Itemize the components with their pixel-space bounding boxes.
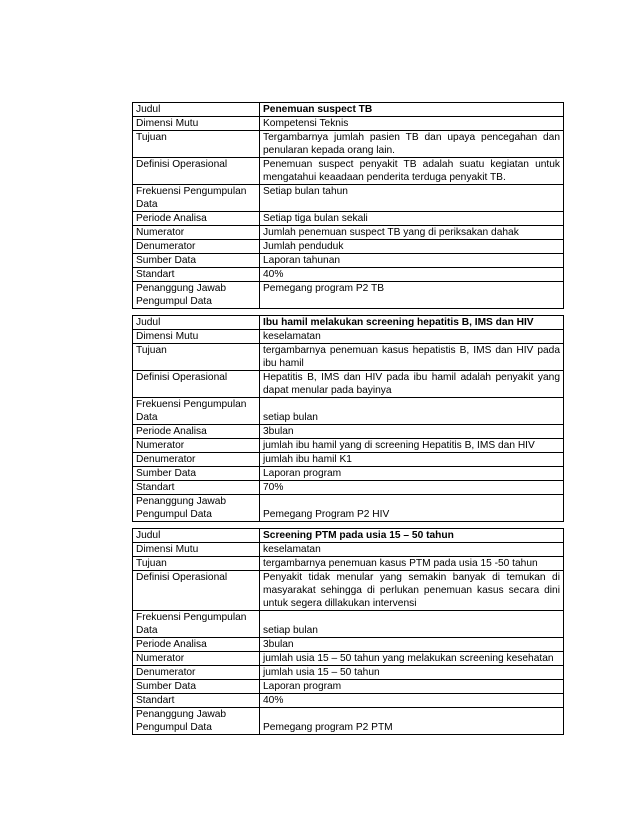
row-value: Pemegang program P2 PTM [260, 708, 564, 735]
row-value: 3bulan [260, 638, 564, 652]
row-value: 3bulan [260, 425, 564, 439]
row-value: Pemegang Program P2 HIV [260, 495, 564, 522]
row-label: Penanggung Jawab Pengumpul Data [133, 495, 260, 522]
indicator-table-ptm [132, 528, 564, 735]
row-label: Standart [133, 694, 260, 708]
row-value: Laporan program [260, 680, 564, 694]
table-row [133, 371, 564, 398]
row-value: Pemegang program P2 TB [260, 282, 564, 309]
table-row [133, 131, 564, 158]
row-label: Tujuan [133, 557, 260, 571]
table-row [133, 344, 564, 371]
table-row [133, 268, 564, 282]
row-label: Periode Analisa [133, 638, 260, 652]
row-label: Judul [133, 529, 260, 543]
row-value: Laporan program [260, 467, 564, 481]
row-value: tergambarnya penemuan kasus hepatistis B, IMS dan HIV pada ibu hamil [260, 344, 564, 371]
table-row [133, 467, 564, 481]
row-value: Penemuan suspect TB [260, 103, 564, 117]
row-value: Penyakit tidak menular yang semakin banyak di temukan di masyarakat sehingga di perlukan penemuan kasus secara dini untuk segera dillakukan intervensi [260, 571, 564, 611]
table-row [133, 212, 564, 226]
table-row [133, 425, 564, 439]
table-row [133, 316, 564, 330]
table-row [133, 158, 564, 185]
table-row [133, 652, 564, 666]
row-label: Periode Analisa [133, 212, 260, 226]
table-row [133, 557, 564, 571]
row-value: jumlah usia 15 – 50 tahun yang melakukan screening kesehatan [260, 652, 564, 666]
row-label: Denumerator [133, 240, 260, 254]
table-row [133, 481, 564, 495]
row-value: Jumlah penduduk [260, 240, 564, 254]
row-label: Judul [133, 103, 260, 117]
table-row [133, 638, 564, 652]
row-value: Setiap tiga bulan sekali [260, 212, 564, 226]
row-value: Jumlah penemuan suspect TB yang di periksakan dahak [260, 226, 564, 240]
row-value: jumlah ibu hamil yang di screening Hepatitis B, IMS dan HIV [260, 439, 564, 453]
table-row [133, 439, 564, 453]
row-label: Numerator [133, 652, 260, 666]
table-row [133, 240, 564, 254]
table-row [133, 103, 564, 117]
row-value: Screening PTM pada usia 15 – 50 tahun [260, 529, 564, 543]
row-value: keselamatan [260, 330, 564, 344]
row-label: Standart [133, 481, 260, 495]
indicator-table-hiv [132, 315, 564, 522]
row-label: Dimensi Mutu [133, 543, 260, 557]
table-row [133, 330, 564, 344]
row-label: Definisi Operasional [133, 158, 260, 185]
row-value: jumlah ibu hamil K1 [260, 453, 564, 467]
row-label: Sumber Data [133, 467, 260, 481]
row-label: Dimensi Mutu [133, 330, 260, 344]
row-value: Setiap bulan tahun [260, 185, 564, 212]
table-row [133, 117, 564, 131]
row-value: setiap bulan [260, 611, 564, 638]
table-row [133, 694, 564, 708]
row-label: Denumerator [133, 453, 260, 467]
row-label: Frekuensi Pengumpulan Data [133, 185, 260, 212]
row-value: Laporan tahunan [260, 254, 564, 268]
row-value: Kompetensi Teknis [260, 117, 564, 131]
row-value: Hepatitis B, IMS dan HIV pada ibu hamil adalah penyakit yang dapat menular pada bayinya [260, 371, 564, 398]
indicator-table-tb [132, 102, 564, 309]
table-row [133, 708, 564, 735]
row-value: 70% [260, 481, 564, 495]
row-label: Tujuan [133, 131, 260, 158]
row-value: setiap bulan [260, 398, 564, 425]
row-value: tergambarnya penemuan kasus PTM pada usia 15 -50 tahun [260, 557, 564, 571]
row-label: Judul [133, 316, 260, 330]
row-label: Frekuensi Pengumpulan Data [133, 398, 260, 425]
row-value: 40% [260, 694, 564, 708]
row-value: 40% [260, 268, 564, 282]
row-label: Numerator [133, 439, 260, 453]
row-value: Tergambarnya jumlah pasien TB dan upaya pencegahan dan penularan kepada orang lain. [260, 131, 564, 158]
row-label: Tujuan [133, 344, 260, 371]
table-row [133, 611, 564, 638]
row-label: Sumber Data [133, 254, 260, 268]
table-row [133, 571, 564, 611]
row-label: Sumber Data [133, 680, 260, 694]
row-label: Penanggung Jawab Pengumpul Data [133, 282, 260, 309]
table-row [133, 666, 564, 680]
table-row [133, 398, 564, 425]
row-label: Definisi Operasional [133, 371, 260, 398]
row-value: jumlah usia 15 – 50 tahun [260, 666, 564, 680]
table-row [133, 282, 564, 309]
table-row [133, 185, 564, 212]
row-label: Numerator [133, 226, 260, 240]
row-label: Standart [133, 268, 260, 282]
table-row [133, 543, 564, 557]
row-label: Frekuensi Pengumpulan Data [133, 611, 260, 638]
table-row [133, 254, 564, 268]
row-label: Periode Analisa [133, 425, 260, 439]
table-row [133, 453, 564, 467]
row-label: Dimensi Mutu [133, 117, 260, 131]
row-value: Ibu hamil melakukan screening hepatitis B, IMS dan HIV [260, 316, 564, 330]
table-row [133, 529, 564, 543]
row-value: keselamatan [260, 543, 564, 557]
table-row [133, 226, 564, 240]
row-value: Penemuan suspect penyakit TB adalah suatu kegiatan untuk mengatahui keaadaan penderita terduga penyakit TB. [260, 158, 564, 185]
row-label: Denumerator [133, 666, 260, 680]
table-row [133, 495, 564, 522]
table-row [133, 680, 564, 694]
row-label: Penanggung Jawab Pengumpul Data [133, 708, 260, 735]
row-label: Definisi Operasional [133, 571, 260, 611]
